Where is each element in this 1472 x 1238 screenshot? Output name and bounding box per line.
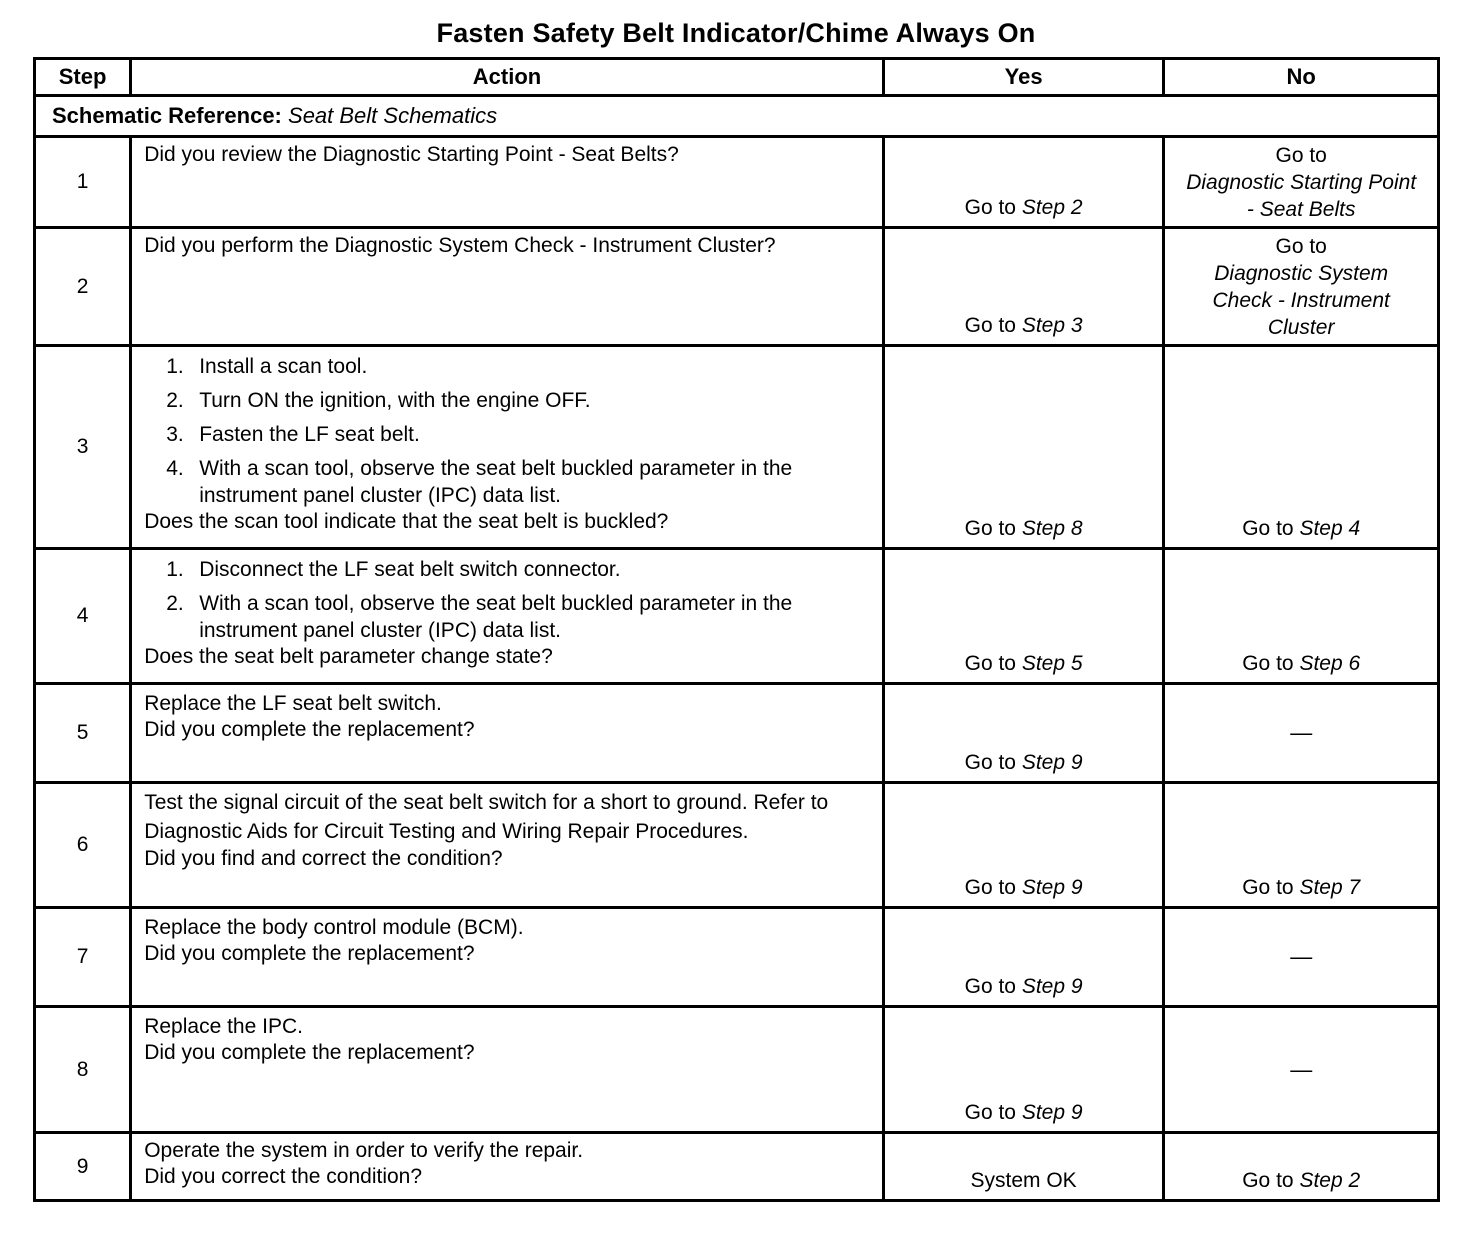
action-text: Replace the IPC. <box>144 1015 303 1038</box>
question-text: Did you correct the condition? <box>144 1165 423 1188</box>
no-prefix: Go to <box>1275 144 1327 167</box>
question-text: Does the seat belt parameter change state? <box>144 645 553 668</box>
action-cell <box>131 783 884 908</box>
no-prefix: Go to <box>1242 517 1294 540</box>
list-item: 4. With a scan tool, observe the seat belt buckled parameter in the instrument panel cluster (IPC) data list. <box>166 457 793 507</box>
action-cell <box>131 908 884 1007</box>
table-row <box>35 783 1439 908</box>
step-number: 1 <box>35 137 131 228</box>
list-item: 2. Turn ON the ignition, with the engine OFF. <box>166 389 591 412</box>
question-text: Did you complete the replacement? <box>144 1041 475 1064</box>
list-item: 1. Install a scan tool. <box>166 355 368 378</box>
no-dash: — <box>1290 944 1313 969</box>
step-number: 2 <box>35 228 131 346</box>
action-cell <box>131 1133 884 1201</box>
action-cell <box>131 1007 884 1133</box>
table-row <box>35 684 1439 783</box>
question-text: Does the scan tool indicate that the seat belt is buckled? <box>144 510 669 533</box>
no-dash: — <box>1290 720 1313 745</box>
yes-prefix: Go to <box>964 314 1016 337</box>
yes-prefix: Go to <box>964 751 1016 774</box>
col-header-no: No <box>1164 59 1439 96</box>
yes-cell <box>883 228 1164 346</box>
diagnostic-table <box>33 57 1440 1202</box>
action-text: Replace the LF seat belt switch. <box>144 692 442 715</box>
yes-cell <box>883 908 1164 1007</box>
yes-cell <box>883 549 1164 684</box>
no-cell <box>1164 228 1439 346</box>
yes-prefix: Go to <box>964 652 1016 675</box>
no-cell <box>1164 1007 1439 1133</box>
table-row <box>35 1133 1439 1201</box>
yes-step-link[interactable]: Step 5 <box>1021 652 1083 675</box>
list-item: 3. Fasten the LF seat belt. <box>166 423 420 446</box>
yes-cell <box>883 783 1164 908</box>
yes-step-link[interactable]: Step 3 <box>1021 314 1083 337</box>
step-number: 4 <box>35 549 131 684</box>
question-text: Did you find and correct the condition? <box>144 847 503 870</box>
no-prefix: Go to <box>1242 652 1294 675</box>
action-text: Did you review the Diagnostic Starting Point - Seat Belts? <box>144 143 679 166</box>
action-cell <box>131 684 884 783</box>
substep-list <box>144 556 872 644</box>
no-step-link[interactable]: Step 2 <box>1299 1169 1361 1192</box>
yes-prefix: Go to <box>964 1101 1016 1124</box>
no-step-link[interactable]: Diagnostic System Check - Instrument Cluster <box>1212 262 1390 339</box>
yes-cell <box>883 346 1164 549</box>
schematic-link[interactable]: Seat Belt Schematics <box>288 103 498 128</box>
no-prefix: Go to <box>1242 1169 1294 1192</box>
question-text: Did you complete the replacement? <box>144 718 475 741</box>
table-row <box>35 346 1439 549</box>
col-header-action: Action <box>131 59 884 96</box>
action-text: Did you perform the Diagnostic System Check - Instrument Cluster? <box>144 234 776 257</box>
no-dash: — <box>1290 1056 1313 1082</box>
yes-cell <box>883 1007 1164 1133</box>
no-prefix: Go to <box>1242 876 1294 899</box>
step-number: 8 <box>35 1007 131 1133</box>
no-step-link[interactable]: Step 4 <box>1299 517 1361 540</box>
no-cell <box>1164 346 1439 549</box>
table-row <box>35 549 1439 684</box>
no-prefix: Go to <box>1275 235 1327 258</box>
no-cell <box>1164 1133 1439 1201</box>
no-cell <box>1164 137 1439 228</box>
col-header-yes: Yes <box>883 59 1164 96</box>
no-cell <box>1164 783 1439 908</box>
yes-step-link[interactable]: Step 9 <box>1021 876 1083 899</box>
no-step-link[interactable]: Step 7 <box>1299 876 1361 899</box>
step-number: 9 <box>35 1133 131 1201</box>
yes-cell <box>883 1133 1164 1201</box>
action-cell <box>131 228 884 346</box>
table-row <box>35 1007 1439 1133</box>
list-item: 1. Disconnect the LF seat belt switch connector. <box>166 558 621 581</box>
step-number: 7 <box>35 908 131 1007</box>
yes-prefix: Go to <box>964 517 1016 540</box>
table-row <box>35 137 1439 228</box>
yes-cell <box>883 684 1164 783</box>
header-row <box>35 59 1439 96</box>
action-text: Test the signal circuit of the seat belt switch for a short to ground. Refer to Diagnostic Aids for Circuit Testing and Wiring Repair Procedures. <box>144 791 829 843</box>
no-cell <box>1164 549 1439 684</box>
schematic-reference <box>35 96 1439 137</box>
action-text: Operate the system in order to verify the repair. <box>144 1139 584 1162</box>
yes-step-link[interactable]: Step 9 <box>1021 751 1083 774</box>
page-title: Fasten Safety Belt Indicator/Chime Always On <box>436 18 1036 48</box>
action-cell <box>131 549 884 684</box>
no-step-link[interactable]: Step 6 <box>1299 652 1361 675</box>
step-number: 5 <box>35 684 131 783</box>
schematic-row <box>35 96 1439 137</box>
no-cell <box>1164 908 1439 1007</box>
table-row <box>35 908 1439 1007</box>
no-cell <box>1164 684 1439 783</box>
action-cell <box>131 137 884 228</box>
action-cell <box>131 346 884 549</box>
yes-step-link[interactable]: Step 9 <box>1021 975 1083 998</box>
step-number: 3 <box>35 346 131 549</box>
yes-cell <box>883 137 1164 228</box>
col-header-step: Step <box>35 59 131 96</box>
yes-step-link[interactable]: Step 9 <box>1021 1101 1083 1124</box>
schematic-label: Schematic Reference: <box>52 103 282 128</box>
yes-step-link[interactable]: Step 2 <box>1021 196 1083 219</box>
step-number: 6 <box>35 783 131 908</box>
question-text: Did you complete the replacement? <box>144 942 475 965</box>
yes-prefix: Go to <box>964 876 1016 899</box>
yes-prefix: Go to <box>964 975 1016 998</box>
yes-result: System OK <box>970 1169 1077 1192</box>
yes-prefix: Go to <box>964 196 1016 219</box>
list-item: 2. With a scan tool, observe the seat belt buckled parameter in the instrument panel cluster (IPC) data list. <box>166 592 793 642</box>
no-step-link[interactable]: Diagnostic Starting Point - Seat Belts <box>1186 171 1417 221</box>
substep-list <box>144 353 872 509</box>
action-text: Replace the body control module (BCM). <box>144 916 524 939</box>
table-row <box>35 228 1439 346</box>
yes-step-link[interactable]: Step 8 <box>1021 517 1083 540</box>
